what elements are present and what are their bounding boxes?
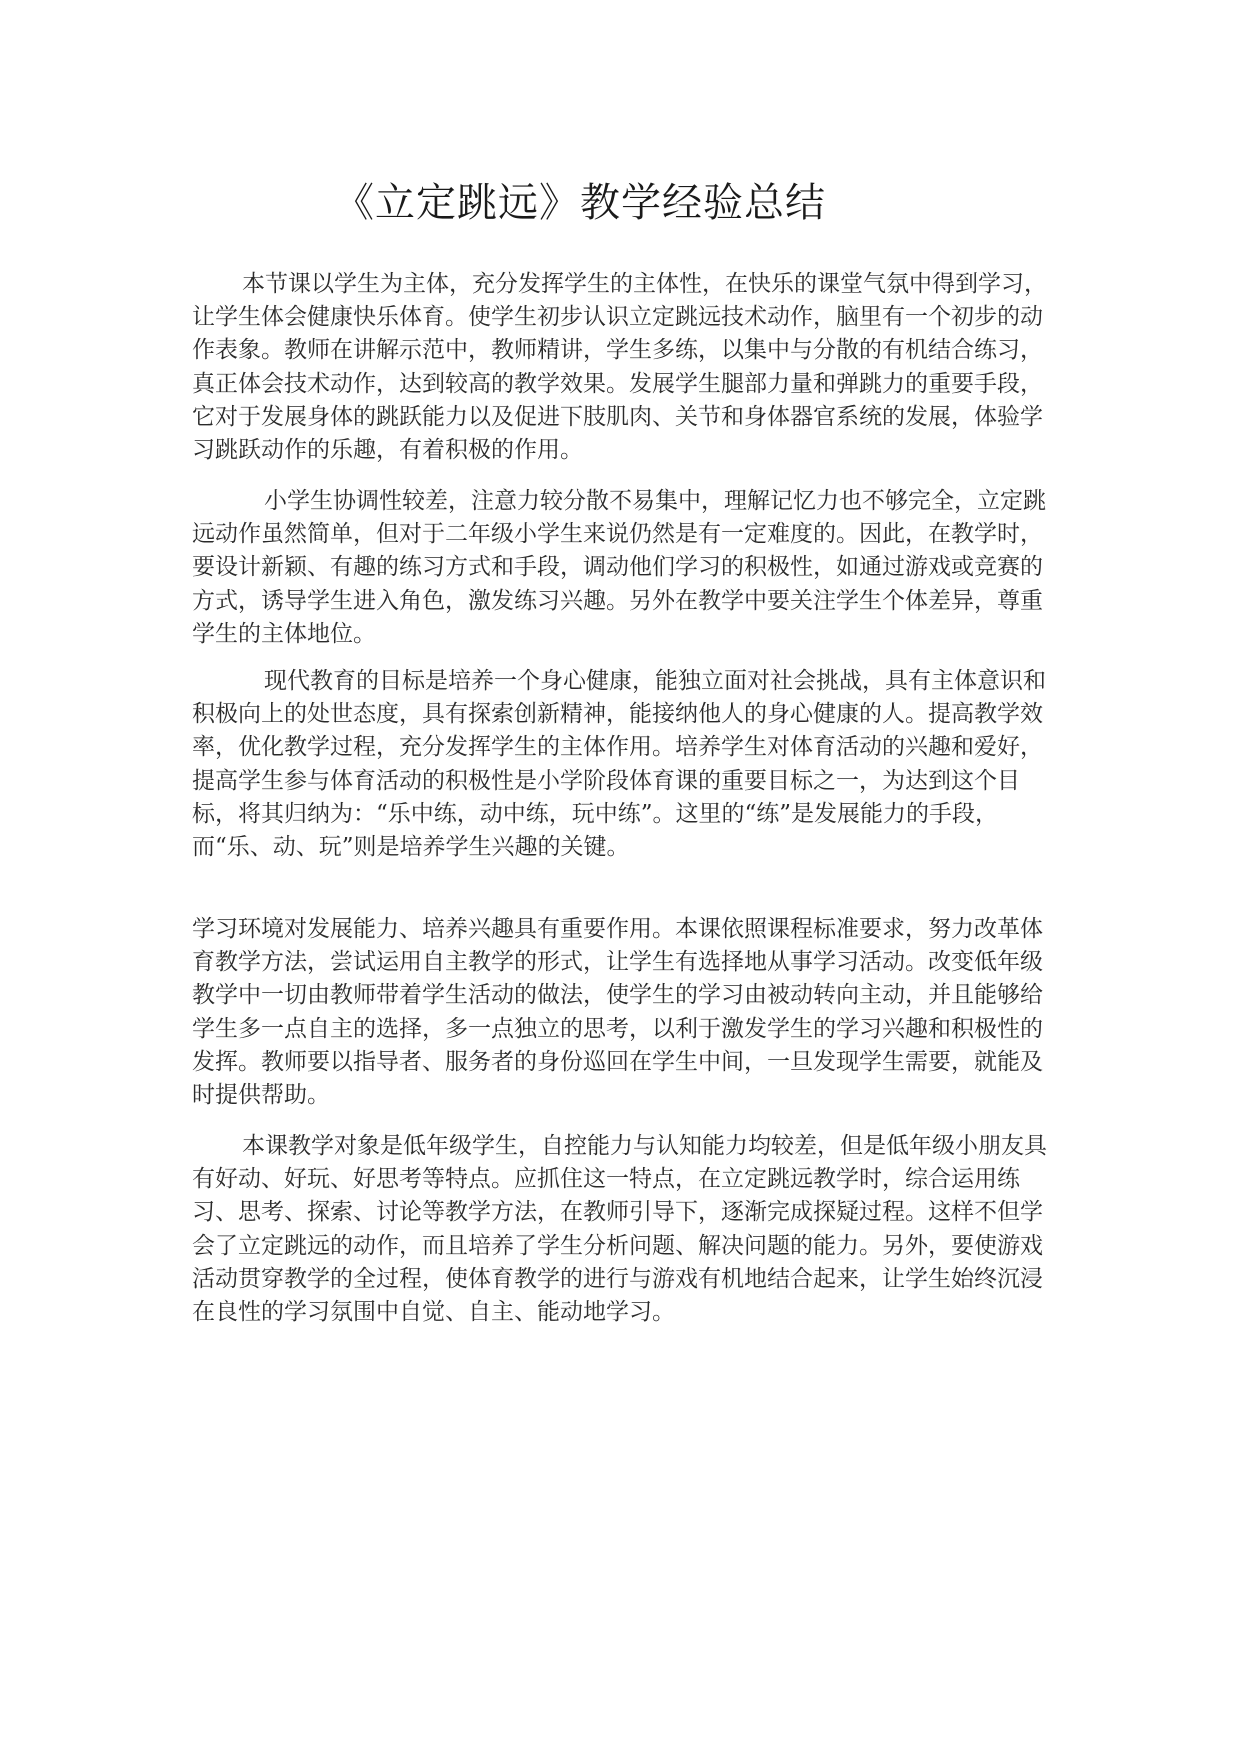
paragraph-3: 现代教育的目标是培养一个身心健康，能独立面对社会挑战，具有主体意识和积极向上的处世态度，具有探索创新精神，能接纳他人的身心健康的人。提高教学效率，优化教学过程，充分发挥学生的主体作用。培养学生对体育活动的兴趣和爱好，提高学生参与体育活动的积极性是小学阶段体育课的重要目标之一，为达到这个目标，将其归纳为：“乐中练，动中练，玩中练”。这里的“练”是发展能力的手段，而“乐、动、玩”则是培养学生兴趣的关键。 (192, 668, 1046, 861)
document-title: 《立定跳远》教学经验总结 (334, 180, 826, 226)
paragraph-2: 小学生协调性较差，注意力较分散不易集中，理解记忆力也不够完全，立定跳远动作虽然简单，但对于二年级小学生来说仍然是有一定难度的。因此，在教学时，要设计新颖、有趣的练习方式和手段，调动他们学习的积极性，如通过游戏或竞赛的方式，诱导学生进入角色，激发练习兴趣。另外在教学中要关注学生个体差异，尊重学生的主体地位。 (192, 488, 1046, 647)
paragraph-5: 本课教学对象是低年级学生，自控能力与认知能力均较差，但是低年级小朋友具有好动、好玩、好思考等特点。应抓住这一特点，在立定跳远教学时，综合运用练习、思考、探索、讨论等教学方法，在教师引导下，逐渐完成探疑过程。这样不但学会了立定跳远的动作，而且培养了学生分析问题、解决问题的能力。另外，要使游戏活动贯穿教学的全过程，使体育教学的进行与游戏有机地结合起来，让学生始终沉浸在良性的学习氛围中自觉、自主、能动地学习。 (192, 1133, 1047, 1326)
paragraph-1: 本节课以学生为主体，充分发挥学生的主体性，在快乐的课堂气氛中得到学习，让学生体会健康快乐体育。使学生初步认识立定跳远技术动作，脑里有一个初步的动作表象。教师在讲解示范中，教师精讲，学生多练，以集中与分散的有机结合练习，真正体会技术动作，达到较高的教学效果。发展学生腿部力量和弹跳力的重要手段，它对于发展身体的跳跃能力以及促进下肢肌肉、关节和身体器官系统的发展，体验学习跳跃动作的乐趣，有着积极的作用。 (192, 271, 1047, 464)
paragraph-4: 学习环境对发展能力、培养兴趣具有重要作用。本课依照课程标准要求，努力改革体育教学方法，尝试运用自主教学的形式，让学生有选择地从事学习活动。改变低年级教学中一切由教师带着学生活动的做法，使学生的学习由被动转向主动，并且能够给学生多一点自主的选择，多一点独立的思考，以利于激发学生的学习兴趣和积极性的发挥。教师要以指导者、服务者的身份巡回在学生中间，一旦发现学生需要，就能及时提供帮助。 (192, 916, 1043, 1109)
